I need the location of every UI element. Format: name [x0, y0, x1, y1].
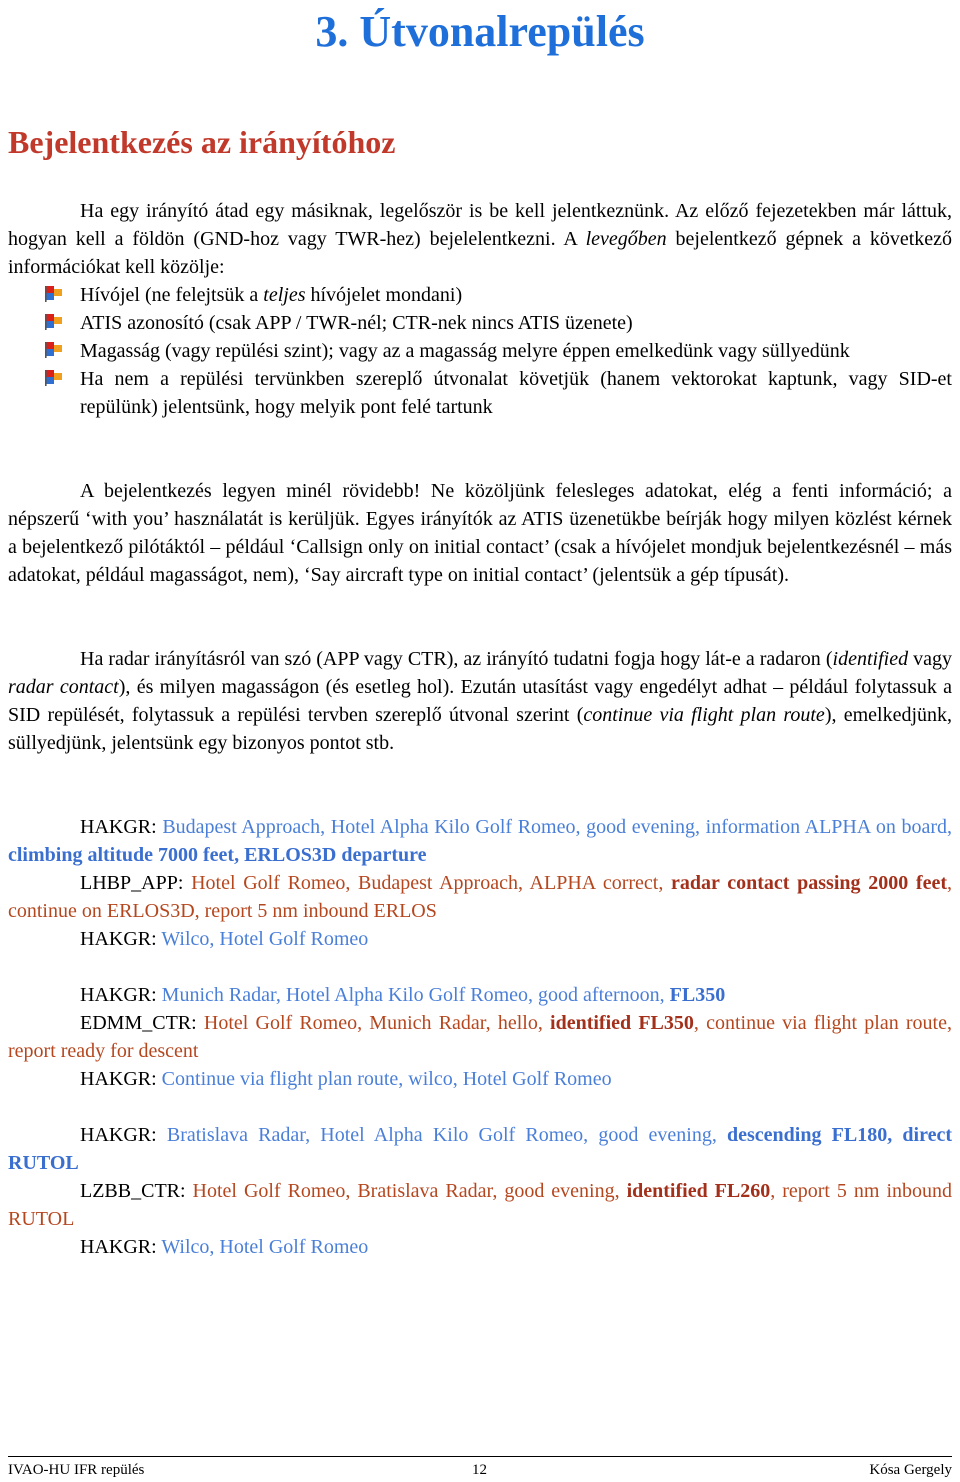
bullet-flag-icon — [44, 369, 66, 387]
intro-paragraph — [8, 197, 952, 281]
chapter-title: 3. Útvonalrepülés — [315, 7, 645, 56]
list-item: Ha nem a repülési tervünkben szereplő útvonalat követjük (hanem vektorokat kaptunk, vagy SID-et repülünk) jelentsünk, hogy melyik pont felé tartunk — [8, 365, 952, 421]
footer-page-number: 12 — [472, 1462, 487, 1478]
list-item: Magasság (vagy repülési szint); vagy az a magasság melyre éppen emelkedünk vagy süllyedünk — [8, 337, 952, 365]
dialogue-line: LHBP_APP: Hotel Golf Romeo, Budapest Approach, ALPHA correct, radar contact passing 2000 feet, continue on ERLOS3D, report 5 nm inbound ERLOS — [8, 872, 952, 922]
dialogue-line: EDMM_CTR: Hotel Golf Romeo, Munich Radar, hello, identified FL350, continue via flight plan route, report ready for descent — [8, 1012, 952, 1062]
dialogue-line: HAKGR: Budapest Approach, Hotel Alpha Kilo Golf Romeo, good evening, information ALPHA on board, climbing altitude 7000 feet, ERLOS3D departure — [8, 816, 953, 866]
dialogue-line: HAKGR: Continue via flight plan route, wilco, Hotel Golf Romeo — [80, 1068, 612, 1090]
bullet-flag-icon — [44, 285, 66, 303]
list-item: ATIS azonosító (csak APP / TWR-nél; CTR-nek nincs ATIS üzenete) — [44, 309, 952, 337]
dialogue-block — [8, 813, 952, 953]
dialogue-line: LZBB_CTR: Hotel Golf Romeo, Bratislava Radar, good evening, identified FL260, report 5 nm inbound RUTOL — [8, 1180, 952, 1230]
footer-left: IVAO-HU IFR repülés — [8, 1462, 145, 1478]
list-item: Hívójel (ne felejtsük a teljes hívójelet mondani) — [44, 281, 952, 309]
section-title: Bejelentkezés az irányítóhoz — [8, 124, 396, 160]
intro-text-rest: bejelentkező gépnek a következő információkat kell közölje: — [8, 228, 953, 278]
dialogue-line: HAKGR: Wilco, Hotel Golf Romeo — [80, 928, 369, 950]
footer-right: Kósa Gergely — [869, 1462, 952, 1478]
dialogue-line: HAKGR: Munich Radar, Hotel Alpha Kilo Golf Romeo, good afternoon, FL350 — [80, 984, 726, 1006]
dialogue-block — [8, 981, 952, 1093]
body-paragraph: A bejelentkezés legyen minél rövidebb! Ne közöljünk felesleges adatokat, elég a fenti információ; a népszerű ‘with you’ használatát is kerüljük. Egyes irányítók az ATIS üzenetükbe beírják hogy milyen közlést kérnek a bejelentkező pilótáktól – például ‘Callsign only on initial contact’ (csak a hívójelet mondjuk bejelentkezésnél – más adatokat, például magasságot, nem), ‘Say aircraft type on initial contact’ (jelentsük a gép típusát). — [8, 480, 952, 586]
dialogue-line: HAKGR: Wilco, Hotel Golf Romeo — [80, 1236, 369, 1258]
intro-italic: levegőben — [585, 228, 667, 250]
body-paragraph: Ha radar irányításról van szó (APP vagy CTR), az irányító tudatni fogja hogy lát-e a radaron (identified vagy radar contact), és milyen magasságon (és esetleg hol). Ezután utasítást vagy engedélyt adhat – például folytassuk a SID repülését, folytassuk a repülési tervben szereplő útvonal szerint (continue via flight plan route), emelkedjünk, süllyedjünk, jelentsünk egy bizonyos pontot stb. — [8, 648, 953, 754]
bullet-flag-icon — [44, 341, 66, 359]
intro-text: Ha egy irányító átad egy másiknak, legelőször is be kell jelentkeznünk. Az előző fejezetekben már láttuk, hogyan kell a földön (GND-hoz vagy TWR-hez) bejelelentkezni. A — [8, 200, 952, 250]
dialogue-line: HAKGR: Bratislava Radar, Hotel Alpha Kilo Golf Romeo, good evening, descending FL180, direct RUTOL — [8, 1124, 953, 1174]
footer-divider — [8, 1456, 952, 1457]
dialogue-block — [8, 1121, 952, 1261]
bullet-list — [44, 281, 952, 421]
bullet-flag-icon — [44, 313, 66, 331]
